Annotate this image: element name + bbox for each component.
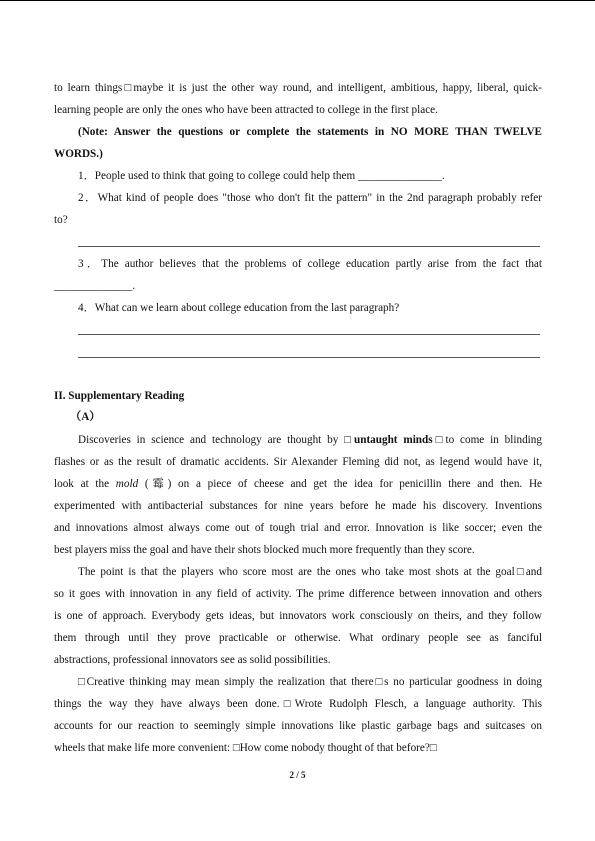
note-line: (Note: Answer the questions or complete the statements in NO MORE THAN TWELVE [78,126,542,138]
paragraph-line: to learn things□maybe it is just the other way round, and intelligent, ambitious, happy, liberal, quick- [54,82,542,94]
passage-line [54,476,542,492]
answer-line-4b[interactable] [78,357,540,358]
passage-text: (霉) on a piece of cheese and get the idea for penicillin there and then. He [138,478,542,490]
page-top-border [0,0,595,1]
passage-text: look at the [54,478,116,490]
question-1: 1．People used to think that going to college could help them _______________. [78,170,445,182]
highlighted-term: untaught minds [354,434,433,446]
passage-line: is one of approach. Everybody gets ideas, but innovators work consciously on theirs, and they follow [54,610,542,622]
question-3: 3．The author believes that the problems of college education partly arise from the fact that [78,258,542,270]
passage-line: best players miss the goal and have their shots blocked much more frequently than they score. [54,544,475,556]
passage-text: Discoveries in science and technology are thought by □ [78,434,354,446]
section-label: （A） [70,411,101,423]
passage-line: them through until they prove practicable or otherwise. What ordinary people see as fanciful [54,632,542,644]
passage-line: accounts for our reaction to seemingly simple innovations like plastic garbage bags and suitcases on [54,720,542,732]
passage-line: things the way they have always been done.□Wrote Rudolph Flesch, a language authority. This [54,698,542,710]
note-line: WORDS.) [54,148,103,160]
section-heading: II. Supplementary Reading [54,390,185,402]
italic-term: mold [115,478,139,490]
passage-line: flashes or as the result of dramatic accidents. Sir Alexander Fleming did not, as legend would have it, [54,456,542,468]
passage-line: wheels that make life more convenient: □How come nobody thought of that before?□ [54,742,437,754]
passage-line: experimented with antibacterial substances for nine years before he made his discovery. Inventions [54,500,542,512]
question-2-continued: to? [54,214,68,226]
passage-line: □Creative thinking may mean simply the realization that there□s no particular goodness in doing [78,676,542,688]
passage-line: The point is that the players who score most are the ones who take most shots at the goal□and [78,566,542,578]
passage-line: abstractions, professional innovators see as solid possibilities. [54,654,331,666]
question-2: 2．What kind of people does "those who don't fit the pattern" in the 2nd paragraph probably refer [78,192,542,204]
passage-line: and innovations almost always come out of tough trial and error. Innovation is like soccer; even the [54,522,542,534]
question-3-continued: ______________. [54,280,136,292]
passage-line: so it goes with innovation in any field of activity. The prime difference between innovation and others [54,588,542,600]
paragraph-line: learning people are only the ones who have been attracted to college in the first place. [54,104,438,116]
passage-text: □to come in blinding [432,434,542,446]
question-4: 4．What can we learn about college education from the last paragraph? [78,302,400,314]
passage-line [78,432,542,448]
answer-line-2[interactable] [78,246,540,247]
page-number: 2 / 5 [289,770,306,780]
answer-line-4a[interactable] [78,334,540,335]
